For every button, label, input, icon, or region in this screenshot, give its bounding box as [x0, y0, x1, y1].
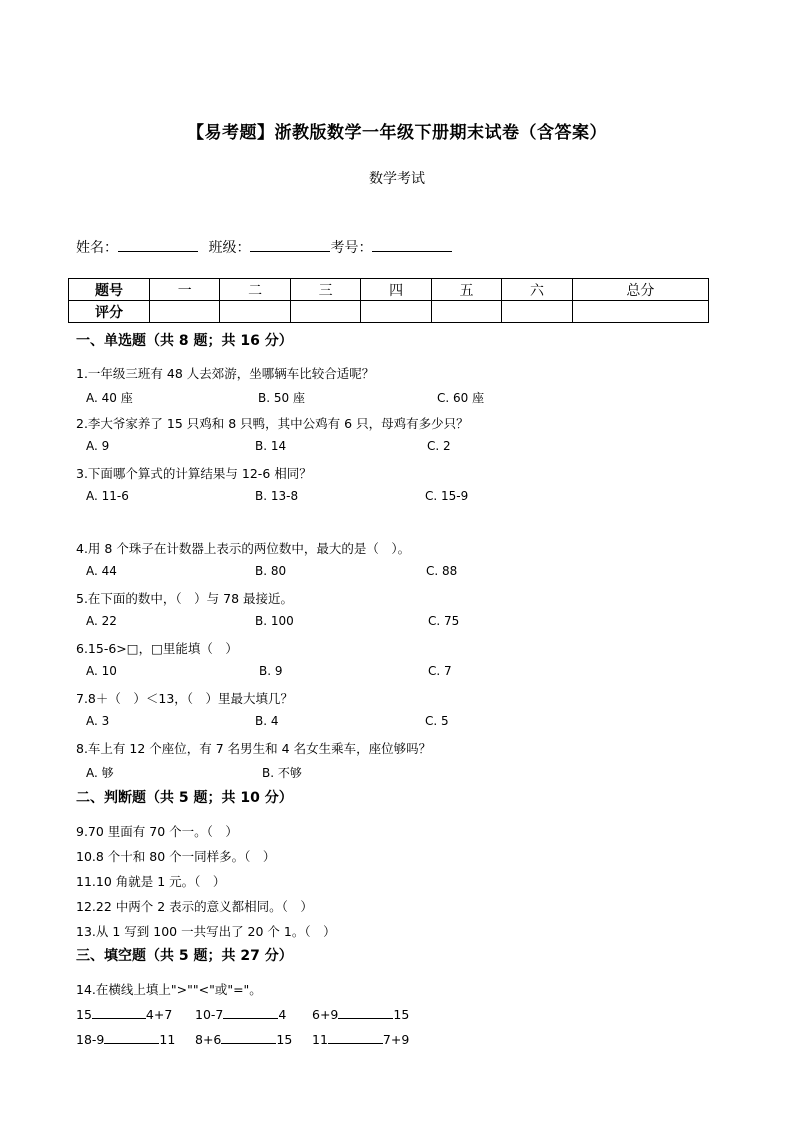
- score-cell[interactable]: [502, 301, 572, 323]
- answer-blank[interactable]: [328, 1030, 383, 1044]
- question-1: 1.一年级三班有 48 人去郊游，坐哪辆车比较合适呢？: [76, 366, 375, 381]
- question-11: 11.10 角就是 1 元。（ ）: [76, 874, 226, 889]
- option-c[interactable]: C. 15-9: [425, 489, 469, 503]
- column-header: 总分: [572, 279, 708, 301]
- page-title: 【易考题】浙教版数学一年级下册期末试卷（含答案）: [187, 123, 607, 143]
- question-3: 3.下面哪个算式的计算结果与 12-6 相同？: [76, 466, 312, 481]
- score-cell[interactable]: [431, 301, 501, 323]
- answer-blank[interactable]: [221, 1030, 276, 1044]
- option-a[interactable]: A. 3: [86, 714, 110, 728]
- comparison-right: 4: [278, 1007, 287, 1022]
- section-heading-single-choice: 一、单选题（共 8 题；共 16 分）: [76, 333, 293, 349]
- question-8: 8.车上有 12 个座位，有 7 名男生和 4 名女生乘车，座位够吗？: [76, 741, 432, 756]
- option-c[interactable]: C. 7: [428, 664, 452, 678]
- option-a[interactable]: A. 22: [86, 614, 117, 628]
- question-2: 2.李大爷家养了 15 只鸡和 8 只鸭，其中公鸡有 6 只，母鸡有多少只？: [76, 416, 469, 431]
- question-6: 6.15-6>□，□里能填（ ）: [76, 641, 238, 656]
- comparison-left: 6+9: [312, 1007, 339, 1022]
- comparison-item: [76, 1030, 175, 1047]
- column-header: 六: [502, 279, 572, 301]
- answer-blank[interactable]: [92, 1005, 146, 1019]
- comparison-item: [195, 1030, 292, 1047]
- question-5: 5.在下面的数中，（ ）与 78 最接近。: [76, 591, 294, 606]
- comparison-left: 18-9: [76, 1032, 105, 1047]
- column-header: 一: [150, 279, 220, 301]
- comparison-item: [312, 1030, 409, 1047]
- option-a[interactable]: A. 9: [86, 439, 110, 453]
- comparison-item: [195, 1005, 286, 1022]
- section-heading-true-false: 二、判断题（共 5 题；共 10 分）: [76, 790, 293, 806]
- score-cell[interactable]: [290, 301, 360, 323]
- score-table: [68, 278, 709, 323]
- question-12: 12.22 中两个 2 表示的意义都相同。（ ）: [76, 899, 313, 914]
- option-a[interactable]: A. 11-6: [86, 489, 129, 503]
- name-label: 姓名：: [76, 240, 118, 256]
- option-b[interactable]: B. 9: [259, 664, 283, 678]
- section-heading-fill-in: 三、填空题（共 5 题；共 27 分）: [76, 948, 293, 964]
- answer-blank[interactable]: [338, 1005, 393, 1019]
- comparison-item: [76, 1005, 172, 1022]
- option-b[interactable]: B. 50 座: [258, 391, 305, 405]
- column-header: 二: [220, 279, 290, 301]
- header-label-cell: 题号: [69, 279, 150, 301]
- option-b[interactable]: B. 13-8: [255, 489, 299, 503]
- column-header: 四: [361, 279, 431, 301]
- class-label: 班级：: [208, 240, 251, 256]
- comparison-right: 4+7: [145, 1007, 173, 1022]
- score-cell[interactable]: [150, 301, 220, 323]
- option-a[interactable]: A. 够: [86, 766, 114, 780]
- option-a[interactable]: A. 10: [86, 664, 117, 678]
- question-4: 4.用 8 个珠子在计数器上表示的两位数中，最大的是（ ）。: [76, 541, 411, 556]
- option-c[interactable]: C. 75: [428, 614, 460, 628]
- comparison-right: 7+9: [382, 1032, 410, 1047]
- comparison-right: 15: [276, 1032, 293, 1047]
- answer-blank[interactable]: [104, 1030, 159, 1044]
- option-b[interactable]: B. 80: [255, 564, 287, 578]
- option-b[interactable]: B. 100: [255, 614, 294, 628]
- score-label-cell: 评分: [69, 301, 150, 323]
- question-13: 13.从 1 写到 100 一共写出了 20 个 1。（ ）: [76, 924, 336, 939]
- score-cell[interactable]: [220, 301, 290, 323]
- question-9: 9.70 里面有 70 个一。（ ）: [76, 824, 238, 839]
- page-subtitle: 数学考试: [369, 171, 425, 187]
- answer-blank[interactable]: [223, 1005, 278, 1019]
- comparison-right: 11: [159, 1032, 176, 1047]
- comparison-left: 15: [76, 1007, 92, 1022]
- exam-no-label: 考号：: [330, 240, 373, 256]
- class-blank[interactable]: [250, 237, 330, 252]
- option-a[interactable]: A. 40 座: [86, 391, 133, 405]
- option-c[interactable]: C. 88: [426, 564, 458, 578]
- option-b[interactable]: B. 4: [255, 714, 279, 728]
- option-b[interactable]: B. 14: [255, 439, 287, 453]
- comparison-left: 11: [312, 1032, 328, 1047]
- question-14: 14.在横线上填上">""<"或"="。: [76, 982, 262, 997]
- comparison-right: 15: [393, 1007, 410, 1022]
- column-header: 三: [290, 279, 360, 301]
- name-blank[interactable]: [118, 237, 198, 252]
- question-10: 10.8 个十和 80 个一同样多。（ ）: [76, 849, 276, 864]
- student-info-line: [76, 237, 452, 257]
- score-cell[interactable]: [361, 301, 431, 323]
- column-header: 五: [431, 279, 501, 301]
- question-7: 7.8＋（ ）＜13，（ ）里最大填几？: [76, 691, 294, 706]
- score-table-header-row: [69, 279, 709, 301]
- score-table-score-row: [69, 301, 709, 323]
- score-cell[interactable]: [572, 301, 708, 323]
- option-b[interactable]: B. 不够: [262, 766, 302, 780]
- comparison-left: 8+6: [195, 1032, 222, 1047]
- comparison-item: [312, 1005, 409, 1022]
- option-c[interactable]: C. 2: [427, 439, 451, 453]
- option-a[interactable]: A. 44: [86, 564, 117, 578]
- option-c[interactable]: C. 60 座: [437, 391, 485, 405]
- comparison-left: 10-7: [195, 1007, 224, 1022]
- exam-no-blank[interactable]: [372, 237, 452, 252]
- option-c[interactable]: C. 5: [425, 714, 449, 728]
